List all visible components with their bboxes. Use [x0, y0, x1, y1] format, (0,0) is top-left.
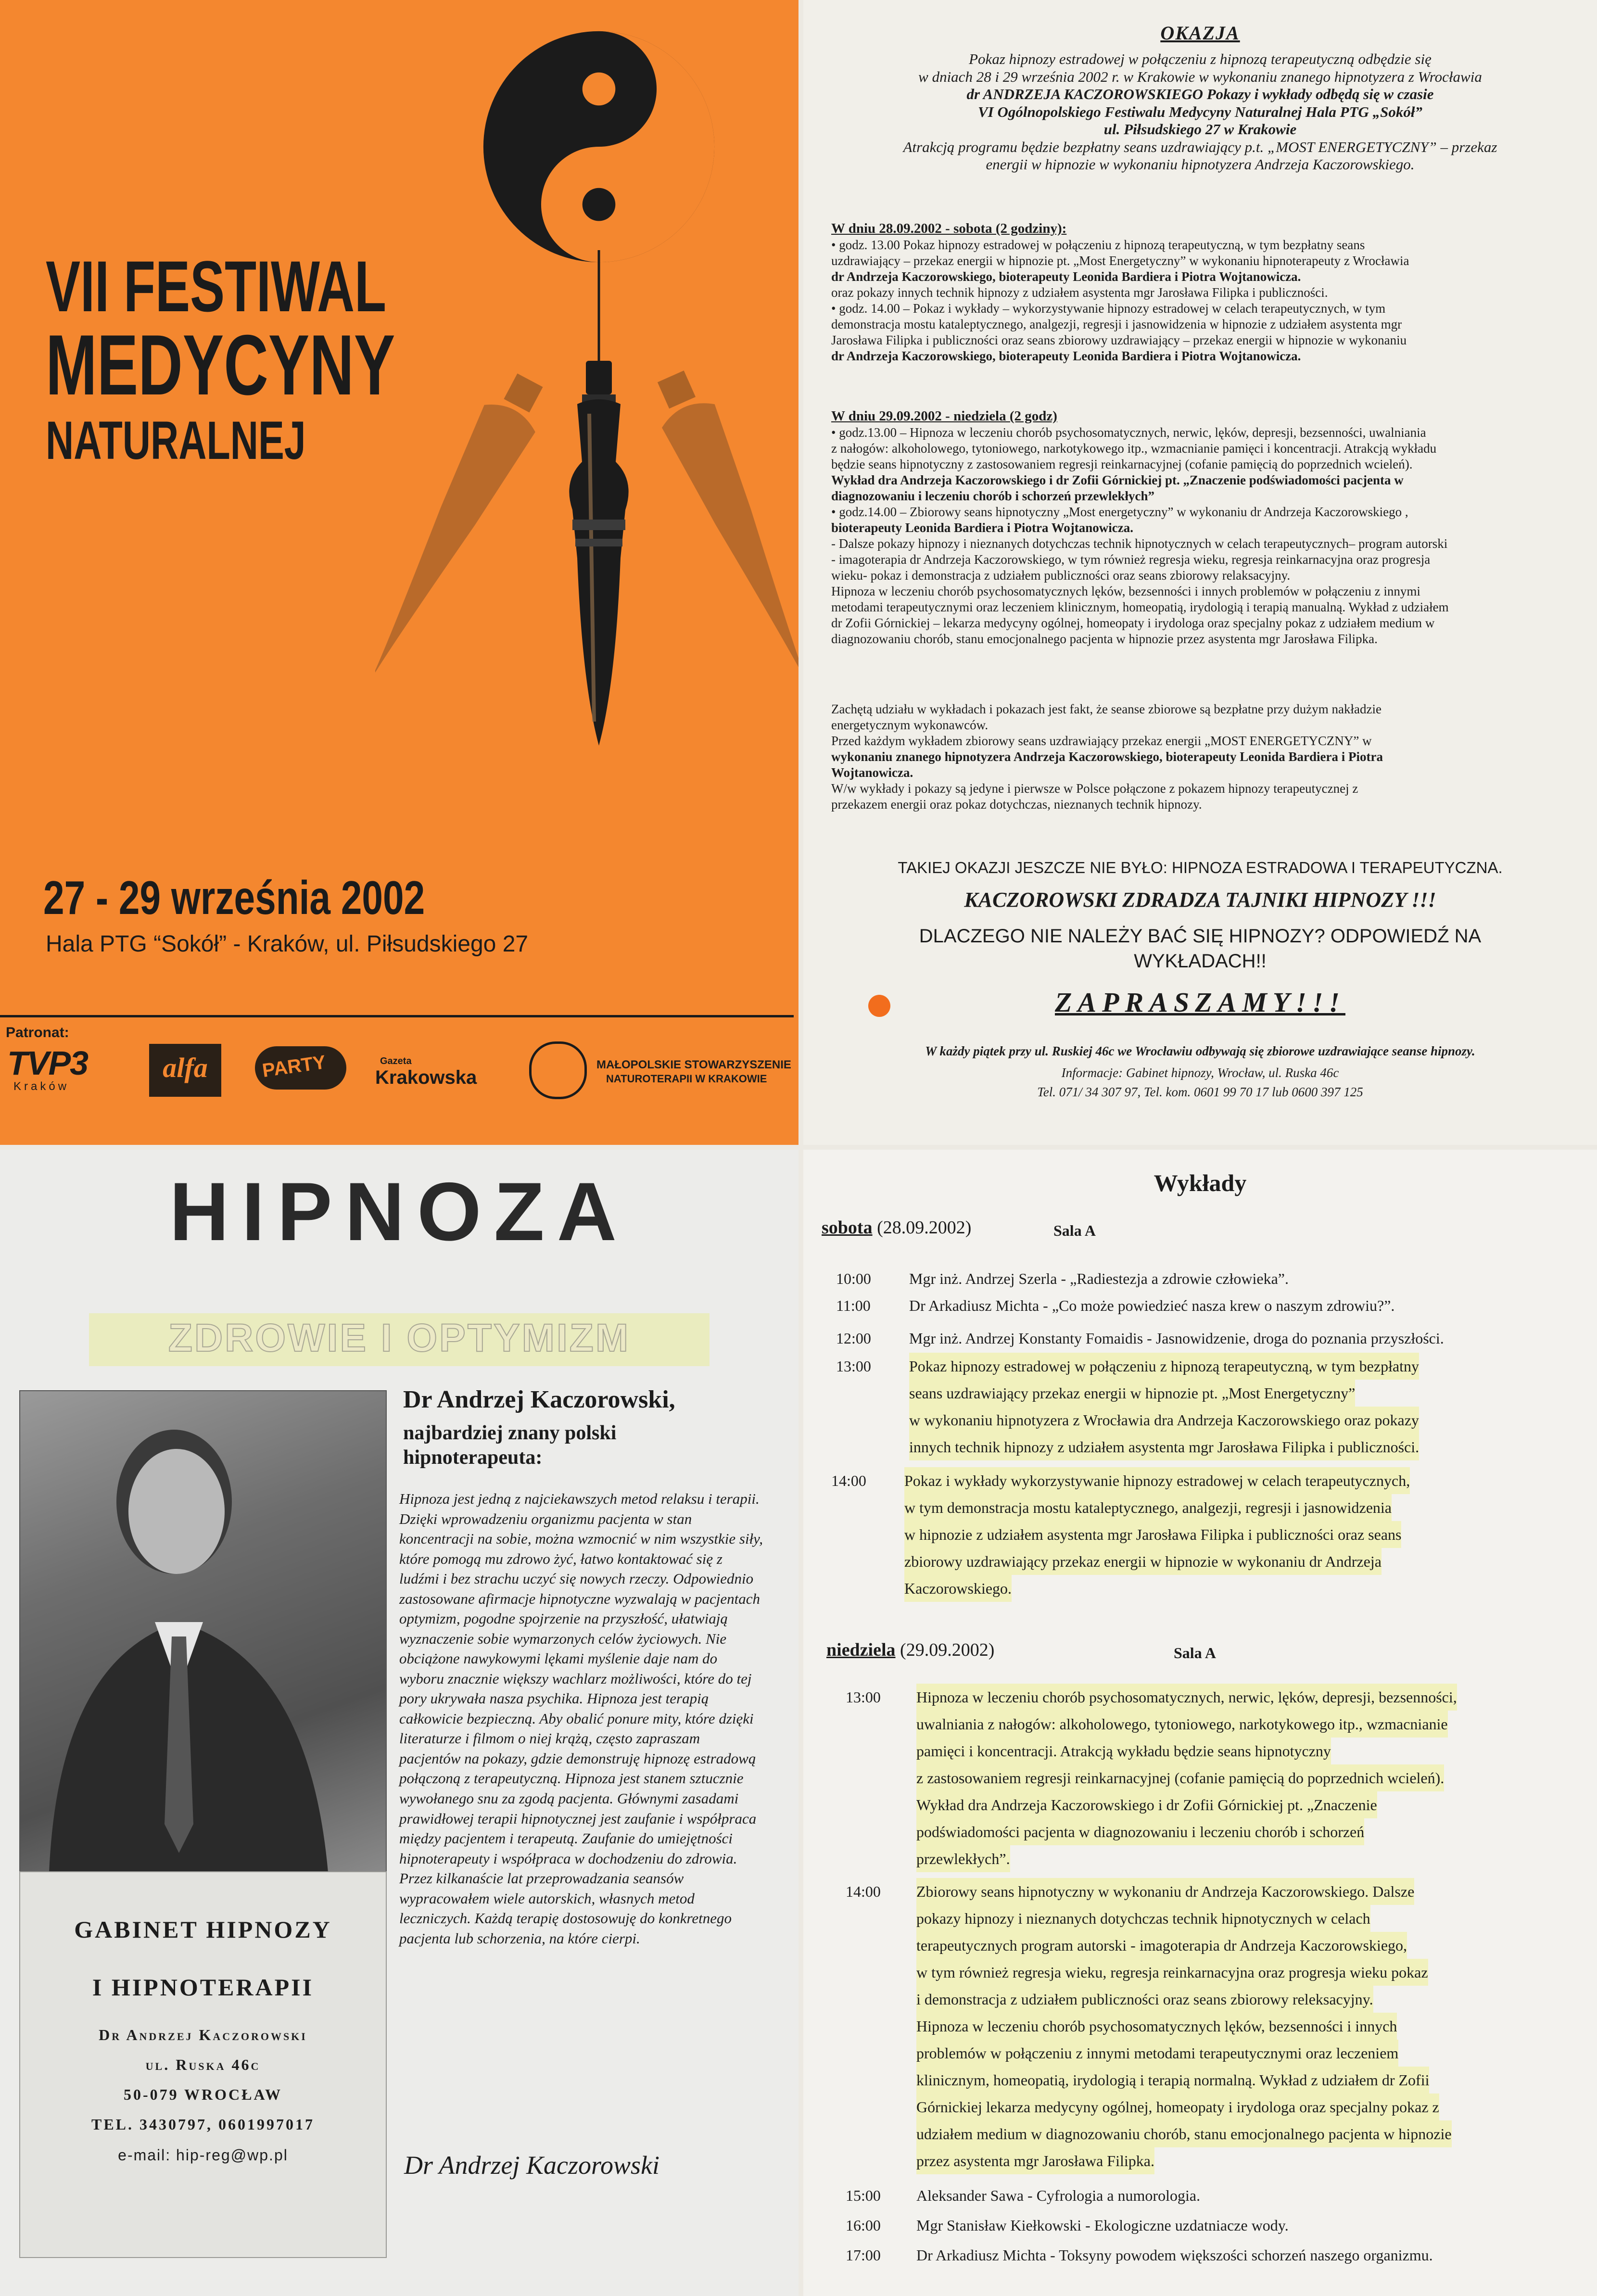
- row-time: 13:00: [846, 1688, 881, 1706]
- row-text: Hipnoza w leczeniu chorób psychosomatycznych, nerwic, lęków, depresji, bezsenności,: [916, 1684, 1457, 1711]
- poster-title-line-3: NATURALNEJ: [46, 410, 306, 470]
- closing-line: wykonaniu znanego hipnotyzera Andrzeja Kaczorowskiego, bioterapeuty Leonida Bardiera i Piotra: [831, 749, 1383, 764]
- program-line: Hipnoza w leczeniu chorób psychosomatycznych lęków, bezsenności i innych problemów w połączeniu z innymi: [831, 584, 1420, 598]
- program-line: • godz. 14.00 – Pokaz i wykłady – wykorzystywanie hipnozy estradowej w celach terapeutycznych, w tym: [831, 301, 1386, 316]
- row-text: problemów w połączeniu z innymi metodami terapeutycznymi oraz leczeniem: [916, 2040, 1398, 2067]
- why-not-fear-caption: DLACZEGO NIE NALEŻY BAĆ SIĘ HIPNOZY? ODPOWIEDŹ NA WYKŁADACH!!: [919, 926, 1482, 972]
- hipnoza-title: HIPNOZA: [169, 1166, 629, 1258]
- row-text: Górnickiej lekarza medycyny ogólnej, homeopaty i irydologa oraz specjalny pokaz z: [916, 2093, 1439, 2120]
- friday-sessions-note: W każdy piątek przy ul. Ruskiej 46c we Wrocławiu odbywają się zbiorowe uzdrawiające seanse hipnozy.: [925, 1044, 1475, 1058]
- row-text: Hipnoza w leczeniu chorób psychosomatycznych lęków, bezsenności i innych: [916, 2013, 1397, 2040]
- patronat-label: Patronat:: [6, 1025, 69, 1040]
- row-text: Kaczorowskiego.: [904, 1575, 1012, 1602]
- intro-line: Atrakcją programu będzie bezpłatny seans uzdrawiający p.t. „MOST ENERGETYCZNY” – przekaz: [903, 138, 1497, 155]
- row-text: seans uzdrawiający przekaz energii w hipnozie pt. „Most Energetyczny”: [909, 1380, 1355, 1407]
- program-line: • godz.14.00 – Zbiorowy seans hipnotyczny „Most energetyczny” w wykonaniu dr Andrzeja Kaczorowskiego ,: [831, 505, 1408, 520]
- row-text: Mgr inż. Andrzej Konstanty Fomaidis - Jasnowidzenie, droga do poznania przyszłości.: [909, 1330, 1444, 1347]
- reveals-secrets-caption: KACZOROWSKI ZDRADZA TAJNIKI HIPNOZY !!!: [964, 888, 1436, 912]
- hipnoza-leaflet: [0, 1150, 798, 2296]
- closing-notes: [831, 701, 1583, 812]
- intro-line: VI Ogólnopolskiego Festiwalu Medycyny Naturalnej Hala PTG „Sokół”: [977, 103, 1422, 120]
- program-line: diagnozowaniu i leczeniu chorób i schorzeń przewlekłych”: [831, 489, 1154, 504]
- festival-venue: Hala PTG “Sokół” - Kraków, ul. Piłsudskiego 27: [46, 931, 529, 957]
- gazeta-logo-small: Gazeta: [380, 1056, 412, 1066]
- row-text: w tym demonstracja mostu kataleptycznego, analgezji, regresji i jasnowidzenia: [904, 1494, 1392, 1521]
- okazja-flyer: [803, 0, 1597, 1145]
- hipnoza-subtitle: ZDROWIE I OPTYMIZM: [168, 1316, 631, 1360]
- article-body: Hipnoza jest jedną z najciekawszych metod relaksu i terapii. Dzięki wprowadzeniu organizmu pacjenta w stan koncentracji na sobie, można wzmocnić w nim wszystkie siły, które pomogą mu zdrowo żyć, łatwo kontaktować się z ludźmi i bez strachu uczyć się nowych rzeczy. Odpowiednio zastosowane afirmacje hipnotyczne wyzwalają w pacjentach optymizm, pogodne spojrzenie na przyszłość, ułatwiają wyznaczenie sobie wymarzonych celów życiowych. Nie obciążone nawykowymi lękami myślenie daje nam do wyboru znacznie większy wachlarz możliwości, które do tej pory ukrywała nasza psychika. Hipnoza jest terapią całkowicie bezpieczną. Aby obalić ponure mity, które dzięki literaturze i filmom o niej krążą, często zapraszam pacjentów na pokazy, gdzie demonstruję hipnozę estradową połączoną z terapeutyczną. Hipnoza jest stanem sztucznie wywołanego snu za zgodą pacjenta. Głównymi zasadami prawidłowej terapii hipnotycznej jest zaufanie i współpraca między pacjentem i terapeutą. Zaufanie do umiejętności hipnoterapeuty i współpraca w dochodzeniu do zdrowia. Przez kilkanaście lat przeprowadzania seansów wypracowałem wiele autorskich, własnych metod leczniczych. Każdą terapię dostosowuję do konkretnego pacjenta lub schorzenia, na które cierpi.: [399, 1490, 763, 1947]
- invitation-caption: ZAPRASZAMY!!!: [1055, 987, 1345, 1018]
- program-line: dr Zofii Górnickiej – lekarza medycyny ogólnej, homeopaty i irydologa oraz specjalny pokaz z udziałem medium w: [831, 615, 1435, 630]
- sunday-program: [831, 408, 1583, 647]
- row-text: uwalniania z nałogów: alkoholowego, tytoniowego, narkotykowego itp., wzmacnianie: [916, 1711, 1448, 1738]
- saturday-heading: W dniu 28.09.2002 - sobota (2 godziny):: [831, 221, 1067, 236]
- row-text: terapeutycznych program autorski - imagoterapia dr Andrzeja Kaczorowskiego,: [916, 1932, 1407, 1959]
- row-text: pamięci i koncentracji. Atrakcją wykładu będzie seans hipnotyczny: [916, 1738, 1331, 1764]
- program-line: metodami terapeutycznymi oraz leczeniem klinicznym, homeopatią, irydologią i terapią manualną. Wykład z udziałem: [831, 599, 1449, 614]
- row-time: 17:00: [846, 2246, 881, 2264]
- sunday-room: Sala A: [1174, 1644, 1217, 1662]
- never-before-caption: TAKIEJ OKAZJI JESZCZE NIE BYŁO: HIPNOZA ESTRADOWA I TERAPEUTYCZNA.: [898, 859, 1503, 876]
- row-text: podświadomości pacjenta w diagnozowaniu i leczeniu chorób i schorzeń: [916, 1818, 1364, 1845]
- row-text: przez asystenta mgr Jarosława Filipka.: [916, 2147, 1154, 2174]
- sunday-day-label: [826, 1639, 994, 1661]
- program-line: dr Andrzeja Kaczorowskiego, bioterapeuty Leonida Bardiera i Piotra Wojtanowicza.: [831, 269, 1301, 284]
- festival-dates: 27 - 29 września 2002: [43, 871, 425, 924]
- row-text: i demonstracja z udziałem publiczności oraz seans zbiorowy releksacyjny.: [916, 1986, 1373, 2013]
- row-text: przewlekłych”.: [916, 1845, 1010, 1872]
- poster-title-line-1: VII FESTIWAL: [46, 246, 387, 327]
- address-name: Dr Andrzej Kaczorowski: [99, 2026, 307, 2043]
- row-text: klinicznym, homeopatią, irydologią i terapią normalną. Wykład z udziałem dr Zofii: [916, 2067, 1429, 2093]
- program-line: będzie seans hipnotyczny z zastosowaniem regresji reinkarnacyjnej (cofanie pamięcią do poprzednich wcieleń).: [831, 457, 1413, 472]
- address-email: e-mail: hip-reg@wp.pl: [118, 2146, 288, 2164]
- row-text: pokazy hipnozy i nieznanych dotychczas technik hipnotycznych w celach: [916, 1905, 1370, 1932]
- row-time: 14:00: [831, 1472, 866, 1489]
- intro-line: dr ANDRZEJA KACZOROWSKIEGO Pokazy i wykłady odbędą się w czasie: [966, 86, 1434, 103]
- portrait-photo: [19, 1390, 387, 1873]
- program-line: oraz pokazy innych technik hipnozy z udziałem asystenta mgr Jarosława Filipka i publiczności.: [831, 285, 1328, 300]
- intro-line: w dniach 28 i 29 września 2002 r. w Krakowie w wykonaniu znanego hipnotyzera z Wrocławia: [918, 68, 1482, 85]
- contact-phones: Tel. 071/ 34 307 97, Tel. kom. 0601 99 70 17 lub 0600 397 125: [1037, 1085, 1363, 1099]
- program-line: wieku- pokaz i demonstracja z udziałem publiczności oraz seans zbiorowy relaksacyjny.: [831, 568, 1291, 583]
- poster-title-line-2: MEDYCYNY: [46, 317, 395, 413]
- program-line: demonstracja mostu kataleptycznego, analgezji, regresji i jasnowidzenia w hipnozie z udziałem asystenta mgr: [831, 317, 1402, 332]
- program-line: Jarosława Filipka i publiczności oraz seans zbiorowy uzdrawiający – przekaz energii w hipnozie w wykonaniu: [831, 333, 1407, 347]
- intro-line: Pokaz hipnozy estradowej w połączeniu z hipnozą terapeutyczną odbędzie się: [969, 51, 1432, 67]
- lectures-schedule: [803, 1150, 1597, 2296]
- okazja-heading: OKAZJA: [1160, 22, 1240, 44]
- row-text: Mgr inż. Andrzej Szerla - „Radiestezja a zdrowie człowieka”.: [909, 1270, 1289, 1287]
- row-text: innych technik hipnozy z udziałem asystenta mgr Jarosława Filipka i publiczności.: [909, 1433, 1419, 1460]
- row-time: 10:00: [836, 1270, 871, 1287]
- closing-line: W/w wykłady i pokazy są jedyne i pierwsze w Polsce połączone z pokazem hipnozy terapeutycznej z: [831, 781, 1358, 796]
- saturday-program: [831, 220, 1583, 364]
- author-signature: Dr Andrzej Kaczorowski: [404, 2151, 660, 2180]
- row-text: Zbiorowy seans hipnotyczny w wykonaniu dr Andrzeja Kaczorowskiego. Dalsze: [916, 1878, 1414, 1905]
- row-text: Mgr Stanisław Kiełkowski - Ekologiczne uzdatniacze wody.: [916, 2217, 1289, 2234]
- gabinet-title-line-1: GABINET HIPNOZY: [74, 1916, 332, 1943]
- association-seal-icon: [529, 1041, 587, 1099]
- row-text: w wykonaniu hipnotyzera z Wrocławia dra Andrzeja Kaczorowskiego oraz pokazy: [909, 1407, 1419, 1433]
- day-name: sobota: [822, 1218, 873, 1238]
- closing-line: Zachętą udziału w wykładach i pokazach jest fakt, że seanse zbiorowe są bezpłatne przy dużym nakładzie: [831, 702, 1382, 716]
- program-line: - Dalsze pokazy hipnozy i nieznanych dotychczas technik hipnotycznych w celach terapeutycznych– program autorski: [831, 536, 1448, 551]
- row-text: w hipnozie z udziałem asystenta mgr Jarosława Filipka i publiczności oraz seans: [904, 1521, 1401, 1548]
- row-text: zbiorowy uzdrawiający przekaz energii w hipnozie w wykonaniu dr Andrzeja: [904, 1548, 1382, 1575]
- alfa-logo: alfa: [149, 1044, 221, 1097]
- program-line: Wykład dra Andrzeja Kaczorowskiego i dr Zofii Górnickiej pt. „Znaczenie podświadomości pacjenta w: [831, 473, 1404, 488]
- closing-line: Przed każdym wykładem zbiorowy seans uzdrawiający przekaz energii „MOST ENERGETYCZNY” w: [831, 733, 1372, 748]
- closing-line: przekazem energii oraz pokaz dotychczas, nieznanych technik hipnozy.: [831, 797, 1202, 812]
- festival-poster: [0, 0, 798, 1145]
- lectures-title: Wykłady: [1153, 1169, 1247, 1196]
- party-logo: PARTY: [261, 1051, 327, 1082]
- okazja-intro: [823, 51, 1578, 174]
- program-line: z nałogów: alkoholowego, tytoniowego, narkotykowego itp., wzmacnianie pamięci i koncentracji. Atrakcją wykładu: [831, 441, 1437, 456]
- row-text: Pokaz hipnozy estradowej w połączeniu z hipnozą terapeutyczną, w tym bezpłatny: [909, 1353, 1419, 1380]
- author-tagline-1: najbardziej znany polski: [403, 1422, 617, 1444]
- day-date: (29.09.2002): [900, 1640, 995, 1660]
- row-text: Pokaz i wykłady wykorzystywanie hipnozy estradowej w celach terapeutycznych,: [904, 1467, 1410, 1494]
- row-text: w tym również regresja wieku, regresja reinkarnacyjna oraz progresja wieku pokaz: [916, 1959, 1428, 1986]
- closing-line: Wojtanowicza.: [831, 765, 913, 780]
- author-name: Dr Andrzej Kaczorowski,: [403, 1386, 675, 1413]
- row-time: 13:00: [836, 1357, 871, 1375]
- row-text: Dr Arkadiusz Michta - Toksyny powodem większości schorzeń naszego organizmu.: [916, 2246, 1433, 2264]
- author-tagline-2: hipnoterapeuta:: [403, 1446, 543, 1469]
- row-text: z zastosowaniem regresji reinkarnacyjnej (cofanie pamięcią do poprzednich wcieleń).: [916, 1764, 1444, 1791]
- program-line: • godz. 13.00 Pokaz hipnozy estradowej w połączeniu z hipnozą terapeutyczną, w tym bezpłatny seans: [831, 238, 1365, 253]
- address-city: 50-079 WROCŁAW: [123, 2086, 283, 2103]
- row-text: Dr Arkadiusz Michta - „Co może powiedzieć nasza krew o naszym zdrowiu?”.: [909, 1297, 1395, 1314]
- saturday-room: Sala A: [1053, 1222, 1096, 1239]
- association-logo-line-2: NATUROTERAPII W KRAKOWIE: [606, 1073, 767, 1085]
- intro-line: energii w hipnozie w wykonaniu hipnotyzera Andrzeja Kaczorowskiego.: [986, 156, 1415, 173]
- tvp3-logo: TVP3: [7, 1044, 88, 1082]
- program-line: uzdrawiający – przekaz energii w hipnozie pt. „Most Energetyczny” w wykonaniu hipnoterapeuty z Wrocławia: [831, 254, 1409, 268]
- row-time: 16:00: [846, 2217, 881, 2234]
- yin-yang-icon: [481, 29, 717, 265]
- gabinet-title-line-2: I HIPNOTERAPII: [92, 1974, 314, 2001]
- day-name: niedziela: [826, 1640, 896, 1660]
- row-time: 15:00: [846, 2187, 881, 2204]
- divider: [0, 1015, 794, 1017]
- tvp3-logo-subtitle: Kraków: [13, 1080, 70, 1093]
- row-text: udziałem medium w diagnozowaniu chorób, stanu emocjonalnego pacjenta w hipnozie: [916, 2120, 1452, 2147]
- row-text: Aleksander Sawa - Cyfrologia a numorologia.: [916, 2187, 1201, 2204]
- address-phone: TEL. 3430797, 0601997017: [91, 2116, 315, 2133]
- row-time: 14:00: [846, 1883, 881, 1900]
- row-time: 12:00: [836, 1330, 871, 1347]
- gazeta-krakowska-logo: Krakowska: [375, 1067, 477, 1088]
- program-line: - imagoterapia dr Andrzeja Kaczorowskiego, w tym również regresja wieku, regresja reinkarnacyjna oraz progresja: [831, 552, 1431, 567]
- program-line: diagnozowaniu chorób, stanu emocjonalnego pacjenta w hipnozie przez asystenta mgr Jarosława Filipka.: [831, 631, 1378, 646]
- program-line: dr Andrzeja Kaczorowskiego, bioterapeuty Leonida Bardiera i Piotra Wojtanowicza.: [831, 348, 1301, 363]
- association-logo-line-1: MAŁOPOLSKIE STOWARZYSZENIE: [596, 1058, 791, 1071]
- closing-line: energetycznym wykonawców.: [831, 717, 989, 732]
- sunday-heading: W dniu 29.09.2002 - niedziela (2 godz): [831, 408, 1057, 424]
- portrait-silhouette-icon: [20, 1391, 386, 1872]
- row-text: Wykład dra Andrzeja Kaczorowskiego i dr Zofii Górnickiej pt. „Znaczenie: [916, 1791, 1377, 1818]
- saturday-day-label: [822, 1217, 971, 1238]
- day-date: (28.09.2002): [877, 1218, 972, 1238]
- address-street: ul. Ruska 46c: [145, 2056, 261, 2073]
- program-line: • godz.13.00 – Hipnoza w leczeniu chorób psychosomatycznych, nerwic, lęków, depresji, bezsenności, uwalniania: [831, 425, 1426, 440]
- intro-line: ul. Piłsudskiego 27 w Krakowie: [1103, 121, 1297, 138]
- pendulum-illustration: [375, 250, 798, 803]
- row-time: 11:00: [836, 1297, 871, 1314]
- contact-info: Informacje: Gabinet hipnozy, Wrocław, ul. Ruska 46c: [1061, 1066, 1339, 1080]
- program-line: bioterapeuty Leonida Bardiera i Piotra Wojtanowicza.: [831, 520, 1133, 535]
- gabinet-contact-box: [19, 1871, 387, 2258]
